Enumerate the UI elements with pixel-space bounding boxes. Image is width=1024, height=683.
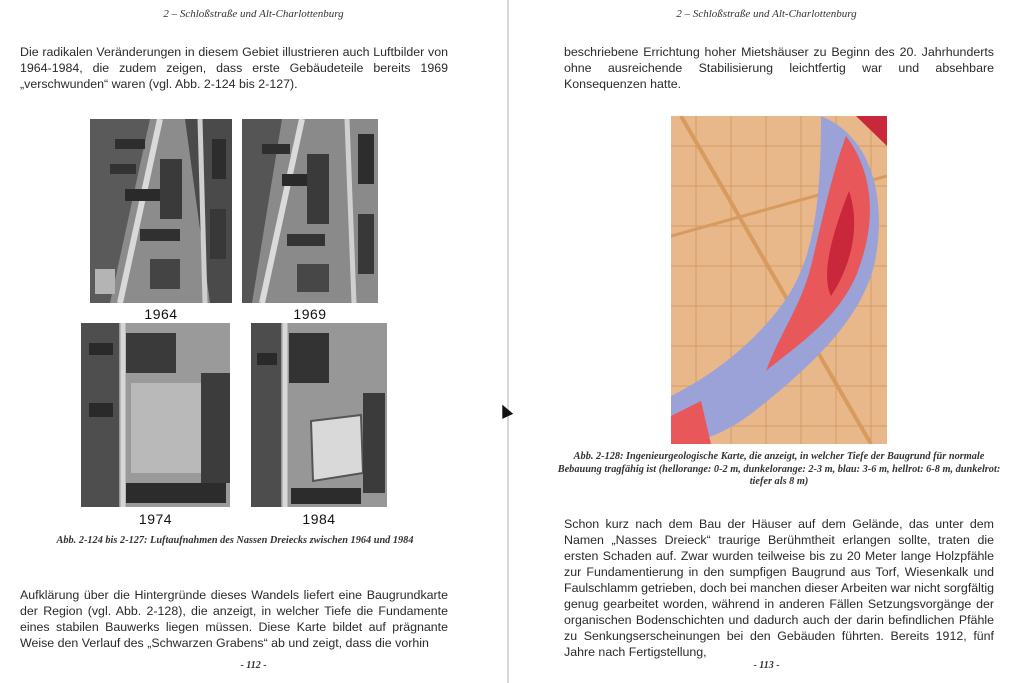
intro-paragraph: beschriebene Errichtung hoher Mietshäuser zu Beginn des 20. Jahrhunderts ohne ausreichende Stabilisierung leichtfertig war und absehbare Konsequenzen hatte. bbox=[564, 45, 994, 91]
photo-caption: Abb. 2-124 bis 2-127: Luftaufnahmen des Nassen Dreiecks zwischen 1964 und 1984 bbox=[56, 535, 414, 546]
page-number: - 113 - bbox=[753, 660, 780, 671]
photo-year-label: 1984 bbox=[302, 511, 336, 527]
page-header: 2 – Schloßstraße und Alt-Charlottenburg bbox=[163, 8, 344, 20]
photo-year-label: 1964 bbox=[144, 306, 178, 322]
page-number: - 112 - bbox=[240, 660, 267, 671]
page-header: 2 – Schloßstraße und Alt-Charlottenburg bbox=[676, 8, 857, 20]
right-page bbox=[509, 0, 1024, 683]
aerial-photo-1984 bbox=[251, 323, 387, 507]
closing-paragraph: Aufklärung über die Hintergründe dieses Wandels liefert eine Baugrundkarte der Region (vgl. Abb. 2-128), die anzeigt, in welcher Tiefe die Fundamente eines stabilen Bauwerks liegen müssen. Diese Karte bildet auf prägnante Weise den Verlauf des „Schwarzen Grabens“ ab und zeigt, dass die vorhin bbox=[20, 588, 448, 650]
photo-year-label: 1969 bbox=[293, 306, 327, 322]
map-caption: Abb. 2-128: Ingenieurgeologische Karte, die anzeigt, in welcher Tiefe der Baugrund für normale Bebauung tragfähig ist (hellorange: 0-2 m, dunkelorange: 2-3 m, blau: 3-6 m, hellrot: 6-8 m, dunkelrot: tiefer als 8 m) bbox=[557, 451, 1001, 487]
geological-map bbox=[671, 116, 887, 444]
intro-paragraph: Die radikalen Veränderungen in diesem Gebiet illustrieren auch Luftbilder von 1964-1984, die zudem zeigen, dass erste Gebäudeteile bereits 1969 „verschwunden“ waren (vgl. Abb. 2-124 bis 2-127). bbox=[20, 45, 448, 91]
left-page bbox=[0, 0, 507, 683]
aerial-photo-1964 bbox=[90, 119, 232, 303]
body-paragraph: Schon kurz nach dem Bau der Häuser auf dem Gelände, das unter dem Namen „Nasses Dreieck“ traurige Berühmtheit erlangen sollte, traten die ersten Schaden auf. Zwar wurden teilweise bis zu 20 Meter lange Holzpfähle zur Fundamentierung in den sumpfigen Baugrund aus Torf, Wiesenkalk und Faulschlamm getrieben, doch bei manchen dieser Arbeiten war nicht sorgfältig genug gearbeitet worden, während in anderen Fällen Setzungsvorgänge der organischen Bodenschichten und dadurch auch der darin befindlichen Pfähle zu Senkungserscheinungen bei den Gebäuden führten. Bereits 1912, fünf Jahre nach Fertigstellung, bbox=[564, 517, 994, 659]
aerial-photo-1969 bbox=[242, 119, 378, 303]
aerial-photo-1974 bbox=[81, 323, 230, 507]
photo-year-label: 1974 bbox=[138, 511, 173, 527]
